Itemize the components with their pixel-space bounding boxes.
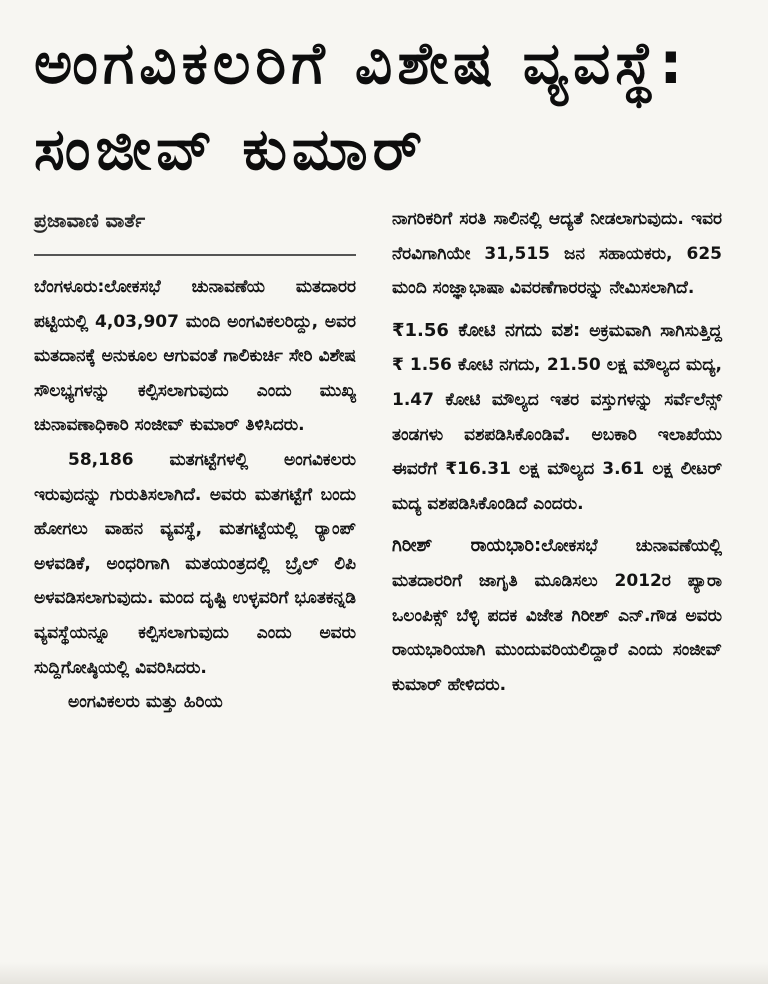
paragraph-1-body: ಲೋಕಸಭೆ ಚುನಾವಣೆಯ ಮತದಾರರ ಪಟ್ಟಿಯಲ್ಲಿ 4,03,907 ಮಂದಿ ಅಂಗವಿಕಲರಿದ್ದು, ಅವರ ಮತದಾನಕ್ಕೆ ಅನುಕೂಲ ಆಗುವಂತೆ ಗಾಲಿಕುರ್ಚಿ ಸೇರಿ ವಿಶೇಷ ಸೌಲಭ್ಯಗಳನ್ನು ಕಲ್ಪಿಸಲಾಗುವುದು ಎಂದು ಮುಖ್ಯ ಚುನಾವಣಾಧಿಕಾರಿ ಸಂಜೀವ್ ಕುಮಾರ್ ತಿಳಿಸಿದರು. [34,277,356,436]
page-edge-shadow [0,962,768,984]
paragraph-5 [392,314,722,522]
paragraph-5-body: ಅಕ್ರಮವಾಗಿ ಸಾಗಿಸುತ್ತಿದ್ದ ₹ 1.56 ಕೋಟಿ ನಗದು, 21.50 ಲಕ್ಷ ಮೌಲ್ಯದ ಮದ್ಯ, 1.47 ಕೋಟಿ ಮೌಲ್ಯದ ಇತರ ವಸ್ತುಗಳನ್ನು ಸರ್ವೆಲೆನ್ಸ್ ತಂಡಗಳು ವಶಪಡಿಸಿಕೊಂಡಿವೆ. ಅಬಕಾರಿ ಇಲಾಖೆಯು ಈವರೆಗೆ ₹16.31 ಲಕ್ಷ ಮೌಲ್ಯದ 3.61 ಲಕ್ಷ ಲೀಟರ್ ಮದ್ಯ ವಶಪಡಿಸಿಕೊಂಡಿದೆ ಎಂದರು. [392,320,722,514]
right-column [392,202,722,702]
paragraph-2: 58,186 ಮತಗಟ್ಟೆಗಳಲ್ಲಿ ಅಂಗವಿಕಲರು ಇರುವುದನ್ನು ಗುರುತಿಸಲಾಗಿದೆ. ಅವರು ಮತಗಟ್ಟೆಗೆ ಬಂದು ಹೋಗಲು ವಾಹನ ವ್ಯವಸ್ಥೆ, ಮತಗಟ್ಟೆಯಲ್ಲಿ ರ್‍ಯಾಂಪ್ ಅಳವಡಿಕೆ, ಅಂಧರಿಗಾಗಿ ಮತಯಂತ್ರದಲ್ಲಿ ಬ್ರೈಲ್ ಲಿಪಿ ಅಳವಡಿಸಲಾಗುವುದು. ಮಂದ ದೃಷ್ಟಿ ಉಳ್ಳವರಿಗೆ ಭೂತಕನ್ನಡಿ ವ್ಯವಸ್ಥೆಯನ್ನೂ ಕಲ್ಪಿಸಲಾಗುವುದು ಎಂದು ಅವರು ಸುದ್ದಿಗೋಷ್ಠಿಯಲ್ಲಿ ವಿವರಿಸಿದರು. [34,449,356,678]
left-column [34,270,356,720]
article-byline: ಪ್ರಜಾವಾಣಿ ವಾರ್ತೆ [34,210,146,232]
dateline: ಬೆಂಗಳೂರು: [34,277,105,297]
paragraph-6-body: ಲೋಕಸಭೆ ಚುನಾವಣೆಯಲ್ಲಿ ಮತದಾರರಿಗೆ ಜಾಗೃತಿ ಮೂಡಿಸಲು 2012ರ ಪ್ಯಾರಾ ಒಲಂಪಿಕ್ಸ್ ಬೆಳ್ಳಿ ಪದಕ ವಿಜೇತ ಗಿರೀಶ್ ಎನ್.ಗೌಡ ಅವರು ರಾಯಭಾರಿಯಾಗಿ ಮುಂದುವರಿಯಲಿದ್ದಾರೆ ಎಂದು ಸಂಜೀವ್ ಕುಮಾರ್ ಹೇಳಿದರು. [392,536,722,695]
byline-divider [34,254,356,256]
cash-seized-subhead: ₹1.56 ಕೋಟಿ ನಗದು ವಶ: [392,319,581,341]
paragraph-4: ನಾಗರಿಕರಿಗೆ ಸರತಿ ಸಾಲಿನಲ್ಲಿ ಆದ್ಯತೆ ನೀಡಲಾಗುವುದು. ಇವರ ನೆರವಿಗಾಗಿಯೇ 31,515 ಜನ ಸಹಾಯಕರು, 625 ಮಂದಿ ಸಂಜ್ಞಾಭಾಷಾ ವಿವರಣೆಗಾರರನ್ನು ನೇಮಿಸಲಾಗಿದೆ. [392,209,722,299]
paragraph-1 [34,270,356,443]
ambassador-subhead: ಗಿರೀಶ್ ರಾಯಭಾರಿ: [392,535,542,557]
article-headline: ಅಂಗವಿಕಲರಿಗೆ ವಿಶೇಷ ವ್ಯವಸ್ಥೆ: ಸಂಜೀವ್ ಕುಮಾರ್ [34,29,688,183]
paragraph-3: ಅಂಗವಿಕಲರು ಮತ್ತು ಹಿರಿಯ [68,692,223,713]
paragraph-6 [392,529,722,702]
